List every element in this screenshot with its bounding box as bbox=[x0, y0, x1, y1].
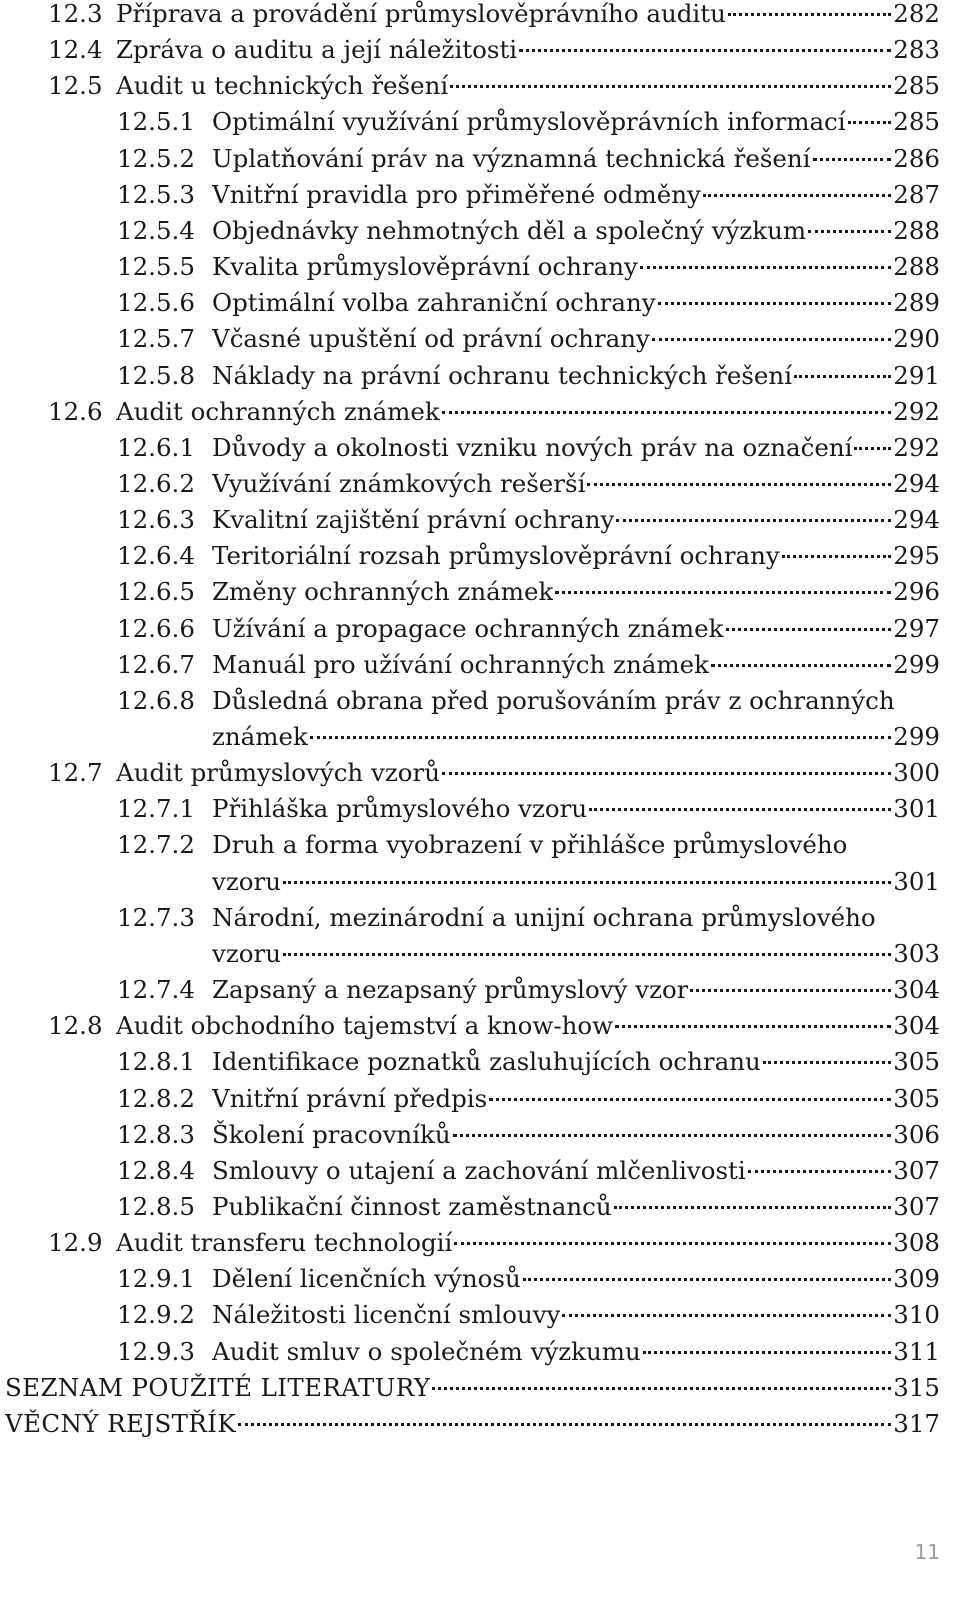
dot-leader bbox=[794, 375, 891, 378]
toc-entry-continuation[interactable] bbox=[212, 719, 940, 755]
toc-entry-title: Důvody a okolnosti vzniku nových práv na označení bbox=[212, 432, 853, 462]
toc-entry-page: 315 bbox=[893, 1372, 940, 1402]
toc-entry[interactable] bbox=[5, 1370, 940, 1406]
dot-leader bbox=[711, 664, 891, 667]
toc-entry-title: Školení pracovníků bbox=[212, 1119, 451, 1149]
toc-entry-page: 305 bbox=[893, 1083, 940, 1113]
toc-entry-number: 12.5.8 bbox=[117, 360, 195, 390]
toc-entry-number: 12.6.5 bbox=[117, 577, 195, 607]
toc-entry-title: Uplatňování práv na významná technická řešení bbox=[212, 143, 811, 173]
toc-entry-page: 306 bbox=[893, 1119, 940, 1149]
toc-entry-number: 12.7.4 bbox=[117, 975, 195, 1005]
toc-entry-title: Dělení licenčních výnosů bbox=[212, 1264, 521, 1294]
dot-leader bbox=[589, 808, 891, 811]
toc-entry-number: 12.5.7 bbox=[117, 324, 195, 354]
toc-entry-number: 12.3 bbox=[48, 0, 103, 28]
toc-entry-title: Identifikace poznatků zasluhujících ochranu bbox=[212, 1047, 761, 1077]
dot-leader bbox=[310, 736, 891, 739]
toc-entry-title: Teritoriální rozsah průmyslověprávní ochrany bbox=[212, 541, 780, 571]
dot-leader bbox=[748, 1170, 892, 1173]
dot-leader bbox=[643, 1351, 891, 1354]
toc-entry-page: 309 bbox=[893, 1264, 940, 1294]
toc-entry-number: 12.8.2 bbox=[117, 1083, 195, 1113]
toc-entry-title: Včasné upuštění od právní ochrany bbox=[212, 324, 650, 354]
toc-entry[interactable] bbox=[117, 177, 940, 213]
toc-entry-number: 12.8.4 bbox=[117, 1155, 195, 1185]
dot-leader bbox=[616, 519, 891, 522]
toc-entry[interactable] bbox=[117, 466, 940, 502]
toc-entry-number: 12.8.5 bbox=[117, 1191, 195, 1221]
toc-entry-page: 296 bbox=[893, 577, 940, 607]
toc-entry-page: 308 bbox=[893, 1228, 940, 1258]
dot-leader bbox=[726, 628, 892, 631]
toc-entry[interactable] bbox=[48, 1008, 940, 1044]
toc-entry-title: Audit smluv o společném výzkumu bbox=[212, 1336, 641, 1366]
toc-entry-number: 12.8.3 bbox=[117, 1119, 195, 1149]
toc-entry-title: Příprava a provádění průmyslověprávního auditu bbox=[116, 0, 726, 28]
toc-entry[interactable] bbox=[117, 972, 940, 1008]
toc-entry[interactable] bbox=[117, 791, 940, 827]
toc-entry[interactable] bbox=[48, 1225, 940, 1261]
dot-leader bbox=[658, 302, 892, 305]
toc-entry-title: Národní, mezinárodní a unijní ochrana průmyslového bbox=[212, 902, 876, 932]
dot-leader bbox=[782, 555, 891, 558]
toc-entry-continuation[interactable] bbox=[212, 864, 940, 900]
dot-leader bbox=[555, 591, 891, 594]
dot-leader bbox=[489, 1098, 891, 1101]
toc-entry[interactable] bbox=[117, 827, 940, 863]
toc-entry-page: 283 bbox=[893, 35, 940, 65]
toc-entry-title: Publikační činnost zaměstnanců bbox=[212, 1191, 612, 1221]
toc-entry-title: Zpráva o auditu a její náležitosti bbox=[116, 35, 518, 65]
toc-entry[interactable] bbox=[48, 394, 940, 430]
toc-entry-page: 297 bbox=[893, 613, 940, 643]
toc-entry[interactable] bbox=[117, 1261, 940, 1297]
toc-entry[interactable] bbox=[117, 900, 940, 936]
toc-entry-title: Optimální volba zahraniční ochrany bbox=[212, 288, 656, 318]
toc-entry[interactable] bbox=[117, 1117, 940, 1153]
toc-entry-number: 12.7.2 bbox=[117, 830, 195, 860]
dot-leader bbox=[813, 158, 892, 161]
toc-entry-title: Náklady na právní ochranu technických řešení bbox=[212, 360, 793, 390]
toc-entry-page: 304 bbox=[893, 975, 940, 1005]
toc-entry-page: 282 bbox=[893, 0, 940, 28]
dot-leader bbox=[238, 1423, 891, 1426]
toc-entry[interactable] bbox=[117, 683, 940, 719]
dot-leader bbox=[763, 1061, 891, 1064]
toc-entry-title: VĚCNÝ REJSTŘÍK bbox=[5, 1408, 237, 1438]
dot-leader bbox=[283, 953, 891, 956]
toc-entry-number: 12.6.1 bbox=[117, 432, 195, 462]
toc-entry-number: 12.5.1 bbox=[117, 107, 195, 137]
toc-entry-title: Audit transferu technologií bbox=[116, 1228, 453, 1258]
toc-entry-number: 12.5.3 bbox=[117, 179, 195, 209]
dot-leader bbox=[854, 447, 891, 450]
toc-entry-page: 299 bbox=[893, 722, 940, 751]
dot-leader bbox=[450, 85, 891, 88]
toc-entry-title: Manuál pro užívání ochranných známek bbox=[212, 649, 709, 679]
toc-entry-page: 301 bbox=[893, 794, 940, 824]
dot-leader bbox=[432, 1387, 891, 1390]
toc-entry-title: Změny ochranných známek bbox=[212, 577, 554, 607]
dot-leader bbox=[519, 49, 891, 52]
toc-entry-number: 12.6.4 bbox=[117, 541, 195, 571]
toc-entry-number: 12.5.5 bbox=[117, 252, 195, 282]
dot-leader bbox=[615, 1025, 891, 1028]
toc-entry[interactable] bbox=[117, 1044, 940, 1080]
toc-entry-number: 12.6.8 bbox=[117, 685, 195, 715]
toc-entry[interactable] bbox=[117, 611, 940, 647]
toc-entry-title: Druh a forma vyobrazení v přihlášce průmyslového bbox=[212, 830, 848, 860]
toc-entry-title: Smlouvy o utajení a zachování mlčenlivosti bbox=[212, 1155, 746, 1185]
toc-entry[interactable] bbox=[48, 0, 940, 32]
toc-entry-title: známek bbox=[212, 722, 308, 751]
toc-entry-number: 12.9 bbox=[48, 1228, 103, 1258]
toc-entry[interactable] bbox=[117, 430, 940, 466]
toc-entry-number: 12.6.2 bbox=[117, 468, 195, 498]
toc-entry[interactable] bbox=[117, 104, 940, 140]
toc-entry-title: Audit ochranných známek bbox=[116, 396, 440, 426]
toc-entry-page: 289 bbox=[893, 288, 940, 318]
toc-entry[interactable] bbox=[117, 358, 940, 394]
toc-entry[interactable] bbox=[5, 1406, 940, 1442]
toc-entry-title: Optimální využívání průmyslověprávních informací bbox=[212, 107, 846, 137]
toc-entry[interactable] bbox=[117, 213, 940, 249]
dot-leader bbox=[562, 1314, 891, 1317]
toc-entry[interactable] bbox=[117, 647, 940, 683]
toc-entry-number: 12.9.1 bbox=[117, 1264, 195, 1294]
dot-leader bbox=[703, 194, 891, 197]
toc-entry[interactable] bbox=[117, 285, 940, 321]
toc-entry-page: 300 bbox=[893, 758, 940, 788]
toc-entry-title: Audit u technických řešení bbox=[116, 71, 449, 101]
dot-leader bbox=[640, 266, 891, 269]
toc-entry-page: 307 bbox=[893, 1155, 940, 1185]
toc-entry-page: 294 bbox=[893, 505, 940, 535]
toc-entry-number: 12.7.1 bbox=[117, 794, 195, 824]
toc-entry-number: 12.4 bbox=[48, 35, 103, 65]
dot-leader bbox=[454, 1242, 891, 1245]
dot-leader bbox=[283, 881, 891, 884]
toc-entry-number: 12.6.3 bbox=[117, 505, 195, 535]
page-number: 11 bbox=[914, 1540, 940, 1564]
toc-entry[interactable] bbox=[117, 321, 940, 357]
toc-entry-number: 12.8 bbox=[48, 1011, 103, 1041]
toc-entry-page: 301 bbox=[893, 866, 940, 896]
toc-entry-number: 12.7 bbox=[48, 758, 103, 788]
toc-entry[interactable] bbox=[117, 1153, 940, 1189]
toc-entry-title: Kvalitní zajištění právní ochrany bbox=[212, 505, 615, 535]
toc-entry-page: 286 bbox=[893, 143, 940, 173]
toc-entry-page: 288 bbox=[893, 252, 940, 282]
toc-entry-page: 305 bbox=[893, 1047, 940, 1077]
dot-leader bbox=[442, 772, 891, 775]
toc-entry-number: 12.6 bbox=[48, 396, 103, 426]
toc-entry-title: vzoru bbox=[212, 866, 281, 896]
toc-entry[interactable] bbox=[117, 1334, 940, 1370]
toc-entry[interactable] bbox=[117, 502, 940, 538]
toc-entry-title: Důsledná obrana před porušováním práv z ochranných bbox=[212, 685, 895, 715]
toc-entry-page: 291 bbox=[893, 360, 940, 390]
toc-entry-title: Zapsaný a nezapsaný průmyslový vzor bbox=[212, 975, 689, 1005]
toc-entry[interactable] bbox=[117, 249, 940, 285]
toc-entry-title: Audit obchodního tajemství a know-how bbox=[116, 1011, 614, 1041]
toc-entry-number: 12.5.4 bbox=[117, 215, 195, 245]
toc-entry-page: 290 bbox=[893, 324, 940, 354]
toc-entry-page: 295 bbox=[893, 541, 940, 571]
toc-entry-title: vzoru bbox=[212, 938, 281, 968]
toc-entry-title: SEZNAM POUŽITÉ LITERATURY bbox=[5, 1372, 431, 1402]
toc-entry[interactable] bbox=[48, 755, 940, 791]
toc-entry-title: Vnitřní právní předpis bbox=[212, 1083, 488, 1113]
toc-entry-number: 12.6.6 bbox=[117, 613, 195, 643]
toc-entry-page: 307 bbox=[893, 1191, 940, 1221]
toc-entry-page: 292 bbox=[893, 396, 940, 426]
toc-entry-page: 288 bbox=[893, 215, 940, 245]
toc-entry[interactable] bbox=[117, 1297, 940, 1333]
dot-leader bbox=[728, 13, 891, 16]
toc-entry[interactable] bbox=[117, 141, 940, 177]
toc-entry[interactable] bbox=[48, 68, 940, 104]
toc-entry-number: 12.5.6 bbox=[117, 288, 195, 318]
toc-entry-title: Objednávky nehmotných děl a společný výzkum bbox=[212, 215, 807, 245]
toc-entry[interactable] bbox=[48, 32, 940, 68]
toc-entry-number: 12.6.7 bbox=[117, 649, 195, 679]
toc-entry-page: 304 bbox=[893, 1011, 940, 1041]
dot-leader bbox=[652, 338, 891, 341]
toc-entry-page: 285 bbox=[893, 71, 940, 101]
toc-entry-title: Náležitosti licenční smlouvy bbox=[212, 1300, 561, 1330]
toc-entry[interactable] bbox=[117, 574, 940, 610]
toc-entry-title: Audit průmyslových vzorů bbox=[116, 758, 440, 788]
dot-leader bbox=[442, 411, 891, 414]
toc-entry-number: 12.8.1 bbox=[117, 1047, 195, 1077]
dot-leader bbox=[848, 121, 892, 124]
toc-entry-page: 287 bbox=[893, 179, 940, 209]
toc-entry-title: Využívání známkových rešerší bbox=[212, 468, 586, 498]
toc-entry-page: 285 bbox=[893, 107, 940, 137]
toc-entry[interactable] bbox=[117, 1081, 940, 1117]
toc-entry-page: 310 bbox=[893, 1300, 940, 1330]
dot-leader bbox=[808, 230, 891, 233]
toc-entry-number: 12.9.2 bbox=[117, 1300, 195, 1330]
toc-entry[interactable] bbox=[117, 538, 940, 574]
toc-entry-page: 317 bbox=[893, 1408, 940, 1438]
toc-entry-title: Kvalita průmyslověprávní ochrany bbox=[212, 252, 638, 282]
toc-entry-number: 12.5.2 bbox=[117, 143, 195, 173]
toc-entry-continuation[interactable] bbox=[212, 936, 940, 972]
dot-leader bbox=[690, 989, 891, 992]
toc-entry-page: 299 bbox=[893, 649, 940, 679]
toc-entry-page: 311 bbox=[893, 1336, 940, 1366]
toc-entry[interactable] bbox=[117, 1189, 940, 1225]
toc-entry-number: 12.9.3 bbox=[117, 1336, 195, 1366]
toc-entry-title: Užívání a propagace ochranných známek bbox=[212, 613, 724, 643]
toc-entry-page: 303 bbox=[893, 938, 940, 968]
toc-entry-number: 12.5 bbox=[48, 71, 103, 101]
dot-leader bbox=[614, 1206, 892, 1209]
toc-entry-page: 294 bbox=[893, 468, 940, 498]
dot-leader bbox=[523, 1278, 891, 1281]
dot-leader bbox=[453, 1134, 892, 1137]
toc-entry-title: Vnitřní pravidla pro přiměřené odměny bbox=[212, 179, 701, 209]
toc-entry-number: 12.7.3 bbox=[117, 902, 195, 932]
dot-leader bbox=[587, 483, 891, 486]
toc-entry-page: 292 bbox=[893, 432, 940, 462]
toc-entry-title: Přihláška průmyslového vzoru bbox=[212, 794, 588, 824]
